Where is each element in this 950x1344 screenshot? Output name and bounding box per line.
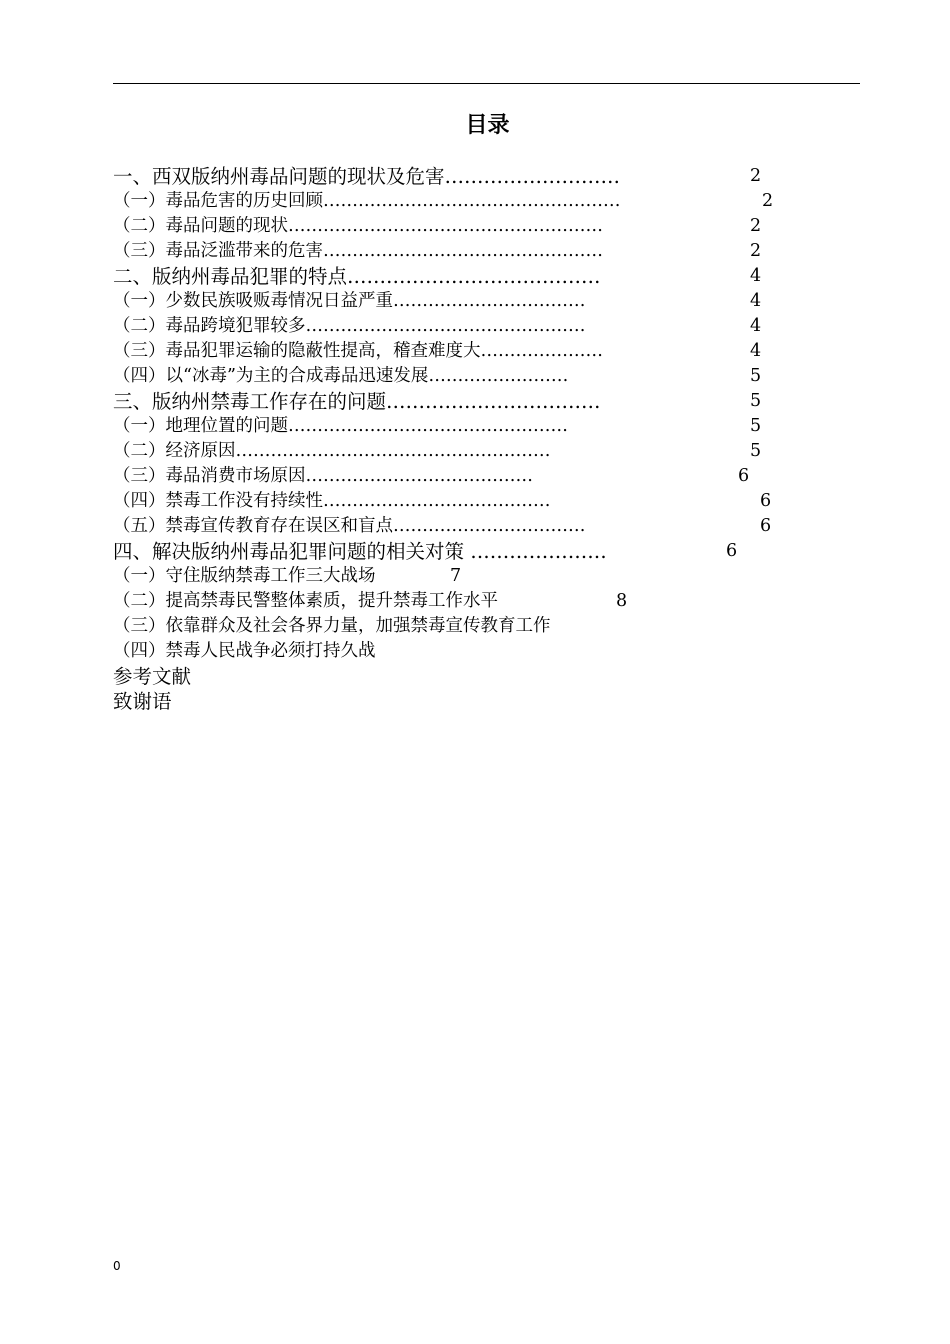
toc-entry-page: 4 <box>750 341 762 361</box>
toc-entry-text: （二）毒品问题的现状……………………………………………… <box>113 216 603 236</box>
toc-entry-text: （五）禁毒宣传教育存在误区和盲点…………………………… <box>113 516 586 536</box>
toc-entry-text: （一）少数民族吸贩毒情况日益严重…………………………… <box>113 291 586 311</box>
toc-entry-text: （三）毒品犯罪运输的隐蔽性提高，稽查难度大………………… <box>113 341 603 361</box>
toc-entry[interactable] <box>113 639 813 664</box>
toc-entry-page: 5 <box>750 391 762 411</box>
toc-entry[interactable] <box>113 489 813 514</box>
toc-entry-text: （四）禁毒人民战争必须打持久战 <box>113 641 376 661</box>
toc-entry[interactable] <box>113 414 813 439</box>
toc-entry[interactable] <box>113 289 813 314</box>
toc-entry-page: 2 <box>750 216 762 236</box>
toc-entry[interactable] <box>113 164 813 189</box>
header-rule <box>113 83 860 84</box>
toc-entry[interactable] <box>113 389 813 414</box>
toc-entry[interactable] <box>113 539 813 564</box>
toc-entry-text: 二、版纳州毒品犯罪的特点………………………………… <box>113 265 601 288</box>
toc-entry-text: （四）以“冰毒”为主的合成毒品迅速发展…………………… <box>113 366 569 386</box>
toc-entry[interactable] <box>113 689 813 714</box>
toc-entry[interactable] <box>113 339 813 364</box>
toc-entry-text: （一）守住版纳禁毒工作三大战场 <box>113 566 376 586</box>
toc-entry-page: 2 <box>750 241 762 261</box>
toc-entry-page: 8 <box>616 591 628 611</box>
toc-entry-text: （三）毒品消费市场原因………………………………… <box>113 466 533 486</box>
toc-entry-text: （三）依靠群众及社会各界力量，加强禁毒宣传教育工作 <box>113 616 551 636</box>
toc-entry[interactable] <box>113 239 813 264</box>
toc-entry[interactable] <box>113 439 813 464</box>
toc-entry-page: 5 <box>750 441 762 461</box>
toc-entry-page: 2 <box>750 166 762 186</box>
toc-entry[interactable] <box>113 564 813 589</box>
toc-title: 目录 <box>465 113 510 138</box>
toc-entry-text: 一、西双版纳州毒品问题的现状及危害……………………… <box>113 165 621 188</box>
table-of-contents <box>113 164 813 714</box>
toc-entry-page: 6 <box>760 516 772 536</box>
toc-entry-page: 6 <box>726 541 738 561</box>
toc-entry-text: 参考文献 <box>113 665 192 688</box>
toc-entry[interactable] <box>113 364 813 389</box>
toc-entry-page: 4 <box>750 266 762 286</box>
toc-entry-page: 6 <box>738 466 750 486</box>
toc-entry-page: 5 <box>750 366 762 386</box>
toc-entry-text: （二）毒品跨境犯罪较多………………………………………… <box>113 316 586 336</box>
toc-entry-text: 三、版纳州禁毒工作存在的问题…………………………… <box>113 390 601 413</box>
toc-entry[interactable] <box>113 264 813 289</box>
toc-entry-page: 6 <box>760 491 772 511</box>
toc-entry-text: （二）经济原因……………………………………………… <box>113 441 551 461</box>
toc-entry[interactable] <box>113 314 813 339</box>
toc-entry[interactable] <box>113 514 813 539</box>
toc-entry-page: 2 <box>762 191 774 211</box>
toc-entry-text: 四、解决版纳州毒品犯罪问题的相关对策 ………………… <box>113 540 607 563</box>
toc-entry[interactable] <box>113 464 813 489</box>
toc-entry-page: 4 <box>750 291 762 311</box>
toc-entry-page: 5 <box>750 416 762 436</box>
toc-entry-text: （一）地理位置的问题………………………………………… <box>113 416 568 436</box>
toc-entry-page: 7 <box>450 566 462 586</box>
toc-entry[interactable] <box>113 589 813 614</box>
toc-entry-page: 4 <box>750 316 762 336</box>
toc-entry[interactable] <box>113 189 813 214</box>
toc-entry[interactable] <box>113 614 813 639</box>
toc-entry-text: （三）毒品泛滥带来的危害………………………………………… <box>113 241 603 261</box>
toc-entry-text: （一）毒品危害的历史回顾…………………………………………… <box>113 191 621 211</box>
toc-entry-text: （二）提高禁毒民警整体素质，提升禁毒工作水平 <box>113 591 498 611</box>
footer-page-number: 0 <box>113 1259 121 1273</box>
toc-entry[interactable] <box>113 214 813 239</box>
toc-entry[interactable] <box>113 664 813 689</box>
toc-entry-text: 致谢语 <box>113 690 172 713</box>
toc-entry-text: （四）禁毒工作没有持续性………………………………… <box>113 491 551 511</box>
